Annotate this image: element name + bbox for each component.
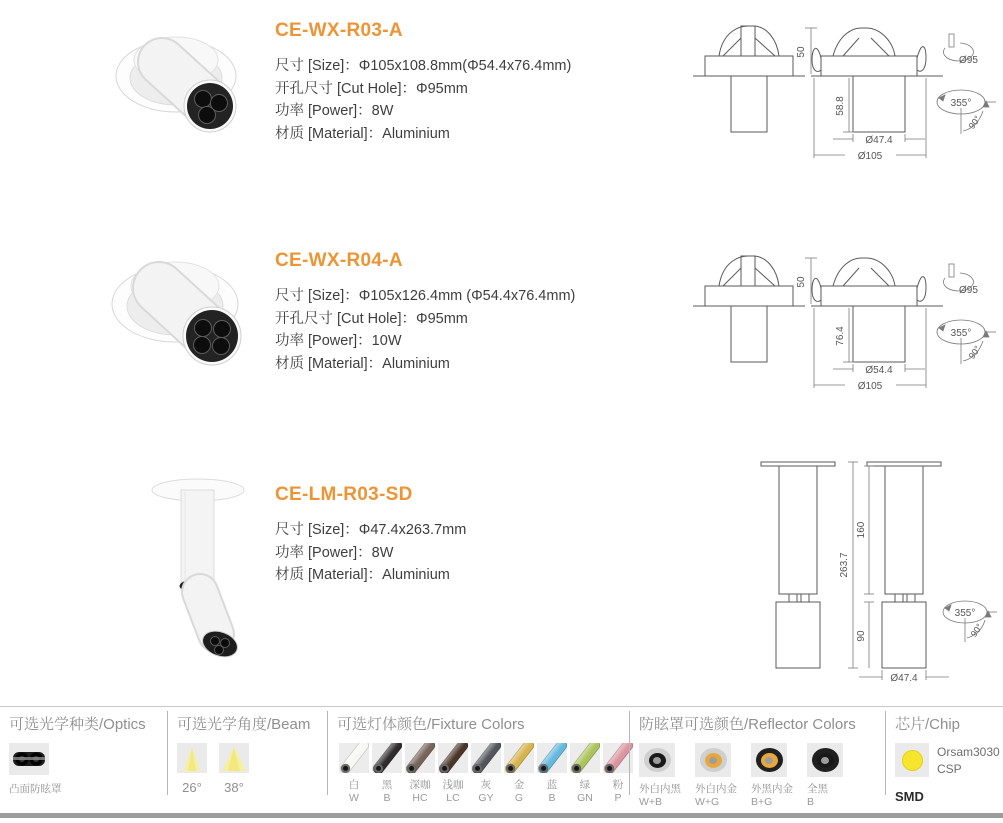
section-optics (0, 707, 168, 807)
fixture-color-option: 金 G (504, 743, 534, 805)
spec-power: 功率 [Power]：8W (275, 103, 394, 119)
fixture-color-option: 深咖 HC (405, 743, 435, 805)
spec-material: 材质 [Material]：Aluminium (275, 125, 450, 142)
reflector-color-option: 外黑内金 B+G (751, 743, 793, 809)
fixture-color-option: 灰 GY (471, 743, 501, 805)
anti-glare-cover-icon (9, 743, 49, 775)
spec-material: 材质 [Material]：Aluminium (275, 567, 450, 583)
beam-angle-label: 38° (224, 780, 244, 795)
section-reflector-colors (630, 707, 886, 807)
product-model: CE-LM-R03-SD (275, 484, 413, 505)
tube-swatch-dark-coffee (405, 743, 435, 773)
tube-swatch-black (372, 743, 402, 773)
beam-26-icon (177, 743, 207, 773)
beam-angle-label: 26° (182, 780, 202, 795)
reflector-swatch-wg (695, 743, 731, 777)
product-model: CE-WX-R03-A (275, 20, 403, 41)
spec-size: 尺寸 [Size]：Φ105x108.8mm(Φ54.4x76.4mm) (275, 58, 572, 74)
chip-name: Orsam3030 (937, 745, 1000, 759)
product-model: CE-WX-R04-A (275, 250, 403, 271)
recessed-spotlight-4-lens-image (95, 240, 270, 388)
dim-cut-hole: Ø95 (959, 285, 978, 296)
fixture-color-option: 蓝 B (537, 743, 567, 805)
fixture-color-option: 粉 P (603, 743, 633, 805)
technical-drawing (693, 12, 998, 164)
product-info (275, 484, 466, 587)
dim-height-above: 50 (796, 276, 807, 288)
spec-cut-hole: 开孔尺寸 [Cut Hole]：Φ95mm (275, 310, 468, 327)
dim-tilt: 90° (966, 113, 983, 131)
product-info (275, 20, 571, 145)
dim-rotate: 355° (950, 98, 972, 109)
spec-material: 材质 [Material]：Aluminium (275, 355, 450, 372)
product-photo (95, 240, 270, 388)
tube-swatch-blue (537, 743, 567, 773)
tube-swatch-gold (504, 743, 534, 773)
fixture-color-option: 黑 B (372, 743, 402, 805)
beam-38-icon (219, 743, 249, 773)
product-info (275, 250, 575, 375)
technical-drawing (693, 242, 998, 394)
optics-option-label: 凸面防眩罩 (9, 783, 62, 795)
section-fixture-colors (328, 707, 630, 807)
reflector-swatch-bg (751, 743, 787, 777)
recessed-spotlight-3-lens-image (98, 18, 266, 150)
tube-swatch-white (339, 743, 369, 773)
spec-size: 尺寸 [Size]：Φ47.4x263.7mm (275, 522, 467, 538)
technical-drawing (745, 452, 1000, 690)
dim-body-dia: Ø47.4 (865, 135, 893, 146)
fixture-color-option: 浅咖 LC (438, 743, 468, 805)
dim-rotate: 355° (954, 608, 976, 619)
reflector-color-option: 外白内黑 W+B (639, 743, 681, 809)
chip-type: CSP (937, 762, 962, 776)
beam-option (177, 743, 207, 795)
fixture-colors-title: 可选灯体颜色/Fixture Colors (337, 716, 525, 733)
chip-title: 芯片/Chip (895, 716, 961, 733)
dim-tilt: 90° (966, 343, 983, 361)
dim-body-dia: Ø54.4 (865, 365, 893, 376)
tube-swatch-gray (471, 743, 501, 773)
spec-size: 尺寸 [Size]：Φ105x126.4mm (Φ54.4x76.4mm) (275, 288, 576, 304)
fixture-color-option: 绿 GN (570, 743, 600, 805)
dim-tilt: 90° (968, 621, 985, 639)
dim-outer-dia: Ø105 (857, 381, 883, 392)
beam-option (219, 743, 249, 795)
dim-body-dia: Ø47.4 (890, 673, 918, 684)
section-beam (168, 707, 328, 807)
reflector-color-option: 全黑 B (807, 743, 843, 809)
reflector-swatch-wb (639, 743, 675, 777)
tube-swatch-green (570, 743, 600, 773)
dim-outer-dia: Ø105 (857, 151, 883, 162)
chip-mount-label: SMD (895, 789, 924, 804)
surface-cylinder-spotlight-image (128, 466, 276, 682)
spec-cut-hole: 开孔尺寸 [Cut Hole]：Φ95mm (275, 80, 468, 97)
product-photo (98, 18, 266, 150)
reflector-colors-title: 防眩罩可选颜色/Reflector Colors (639, 716, 856, 733)
dim-cut-hole: Ø95 (959, 55, 978, 66)
dim-height-above: 50 (796, 46, 807, 58)
options-footer (0, 706, 1003, 807)
section-chip (886, 707, 1003, 807)
dim-head-height: 90 (856, 630, 867, 642)
dim-recess-depth: 76.4 (835, 326, 846, 346)
dim-rotate: 355° (950, 328, 972, 339)
dim-upper-height: 160 (856, 521, 867, 539)
product-photo (128, 466, 276, 682)
chip-icon (895, 743, 929, 777)
dim-recess-depth: 58.8 (835, 96, 846, 116)
tube-swatch-light-coffee (438, 743, 468, 773)
spec-power: 功率 [Power]：10W (275, 333, 402, 349)
optics-title: 可选光学种类/Optics (9, 716, 146, 733)
dim-total-height: 263.7 (839, 552, 850, 578)
beam-title: 可选光学角度/Beam (177, 716, 311, 733)
reflector-color-option: 外白内金 W+G (695, 743, 737, 809)
bottom-bar (0, 813, 1003, 818)
spec-power: 功率 [Power]：8W (275, 544, 394, 561)
fixture-color-option: 白 W (339, 743, 369, 805)
reflector-swatch-b (807, 743, 843, 777)
